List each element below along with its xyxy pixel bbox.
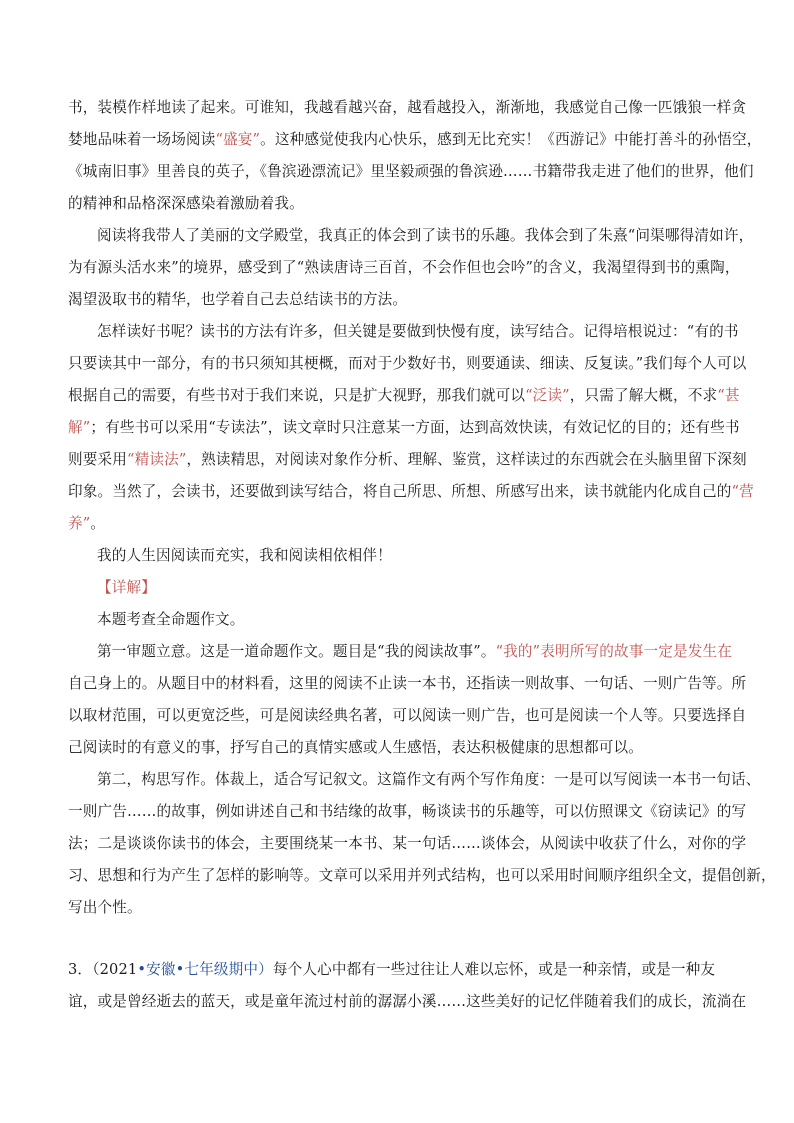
- body-text: 以取材范围，可以更宽泛些，可是阅读经典名著，可以阅读一则广告，也可是阅读一个人等。只要选择自: [68, 707, 747, 724]
- text-line: [68, 540, 732, 572]
- document-page: [68, 92, 776, 1018]
- body-text: 我的人生因阅读而充实，我和阅读相依相伴！: [97, 547, 392, 564]
- highlighted-text: “泛读”: [525, 387, 570, 404]
- text-line: [68, 828, 747, 860]
- body-text: 习、思想和行为产生了怎样的影响等。文章可以采用并列式结构，也可以采用时间顺序组织全文，提倡创新，: [68, 867, 776, 884]
- highlighted-text: “精读法”: [126, 451, 187, 468]
- body-text: 则要采用: [68, 451, 127, 468]
- body-text: 。这种感觉使我内心快乐，感到无比充实！《西游记》中能打善斗的孙悟空，: [260, 131, 762, 148]
- body-text: 只要读其中一部分，有的书只须知其梗概，而对于少数好书，则要通读、细读、反复读。”我们每个人可以: [68, 355, 747, 372]
- body-text: 。: [90, 515, 106, 532]
- text-line: [68, 508, 732, 540]
- body-text: ，熟读精思，对阅读对象作分析、理解、鉴赏，这样读过的东西就会在头脑里留下深刻: [186, 451, 747, 468]
- text-line: [68, 412, 740, 444]
- text-line: [68, 252, 740, 284]
- text-line: [68, 668, 747, 700]
- body-text: 根据自己的需要，有些书对于我们来说，只是扩大视野，那我们就可以: [68, 387, 526, 404]
- body-text: 怎样读好书呢？读书的方法有许多，但关键是要做到快慢有度，读写结合。记得培根说过：“有的书: [97, 323, 739, 340]
- body-text: 第一审题立意。这是一道命题作文。题目是“我的阅读故事”。: [97, 643, 496, 660]
- text-line: [68, 380, 740, 412]
- body-text: 一则广告……的故事，例如讲述自己和书结缘的故事，畅谈读书的乐趣等，可以仿照课文《窃读记》的写: [68, 803, 747, 820]
- text-line: [68, 860, 776, 892]
- body-text: ；有些书可以采用“专读法”，读文章时只注意某一方面，达到高效快读，有效记忆的目的；还有些书: [90, 419, 740, 436]
- body-text: 的精神和品格深深感染着激励着我。: [68, 195, 304, 212]
- paragraph-gap: [68, 924, 732, 954]
- text-line: [68, 444, 747, 476]
- text-line: [68, 796, 747, 828]
- highlighted-text: 【详解】: [97, 579, 156, 596]
- text-line: [68, 156, 754, 188]
- highlighted-text: 养”: [68, 515, 91, 532]
- highlighted-text: “营: [731, 483, 754, 500]
- body-text: 每个人心中都有一些过往让人难以忘怀，或是一种亲情，或是一种友: [272, 961, 716, 978]
- highlighted-text: “盛宴”: [215, 131, 261, 148]
- text-line: [68, 954, 732, 986]
- body-text: 书，装模作样地读了起来。可谁知，我越看越兴奋，越看越投入，渐渐地，我感觉自己像一匹饿狼一样贪: [68, 99, 747, 116]
- text-line: [68, 220, 754, 252]
- highlighted-text: “甚: [717, 387, 740, 404]
- text-line: [68, 284, 732, 316]
- body-text: 法；二是谈谈你读书的体会，主要围绕某一本书、某一句话……谈体会，从阅读中收获了什么，对你的学: [68, 835, 747, 852]
- body-text: 第二，构思写作。体裁上，适合写记叙文。这篇作文有两个写作角度：一是可以写阅读一本书一句话、: [97, 771, 761, 788]
- highlighted-text: “我的”表明所写的故事一定是发生在: [495, 643, 732, 660]
- text-line: [68, 986, 747, 1018]
- body-text: 写出个性。: [68, 899, 142, 916]
- body-text: 渴望汲取书的精华，也学着自己去总结读书的方法。: [68, 291, 408, 308]
- body-text: 为有源头活水来”的境界，感受到了“熟读唐诗三百首，不会作但也会吟”的含义，我渴望得到书的熏陶，: [68, 259, 740, 276]
- highlighted-text: 解”: [68, 419, 91, 436]
- highlighted-text: •安徽•七年级期中）: [137, 961, 273, 978]
- text-line: [68, 700, 747, 732]
- body-text: 《城南旧事》里善良的英子，《鲁滨逊漂流记》里坚毅顽强的鲁滨逊……书籍带我走进了他们的世界，他们: [68, 163, 754, 180]
- text-line: [68, 476, 754, 508]
- text-line: [68, 92, 747, 124]
- body-text: 谊，或是曾经逝去的蓝天，或是童年流过村前的潺潺小溪……这些美好的记忆伴随着我们的成长，流淌在: [68, 993, 747, 1010]
- text-line: [68, 892, 732, 924]
- text-line: [68, 732, 732, 764]
- text-line: [68, 124, 762, 156]
- body-text: 阅读将我带人了美丽的文学殿堂，我真正的体会到了读书的乐趣。我体会到了朱熹“问渠哪得清如许，: [97, 227, 754, 244]
- body-text: 印象。当然了，会读书，还要做到读写结合，将自己所思、所想、所感写出来，读书就能内化成自己的: [68, 483, 732, 500]
- body-text: 本题考查全命题作文。: [97, 611, 245, 628]
- text-line: [68, 188, 732, 220]
- text-line: [68, 348, 747, 380]
- body-text: 3．（2021: [68, 961, 138, 978]
- text-line: [68, 316, 739, 348]
- text-line: [68, 636, 732, 668]
- text-line: [68, 572, 732, 604]
- body-text: 己阅读时的有意义的事，抒写自己的真情实感或人生感悟，表达积极健康的思想都可以。: [68, 739, 644, 756]
- text-line: [68, 764, 761, 796]
- text-line: [68, 604, 732, 636]
- body-text: 自己身上的。从题目中的材料看，这里的阅读不止读一本书，还指读一则故事、一句话、一则广告等。所: [68, 675, 747, 692]
- body-text: ，只需了解大概，不求: [569, 387, 718, 404]
- body-text: 婪地品味着一场场阅读: [68, 131, 216, 148]
